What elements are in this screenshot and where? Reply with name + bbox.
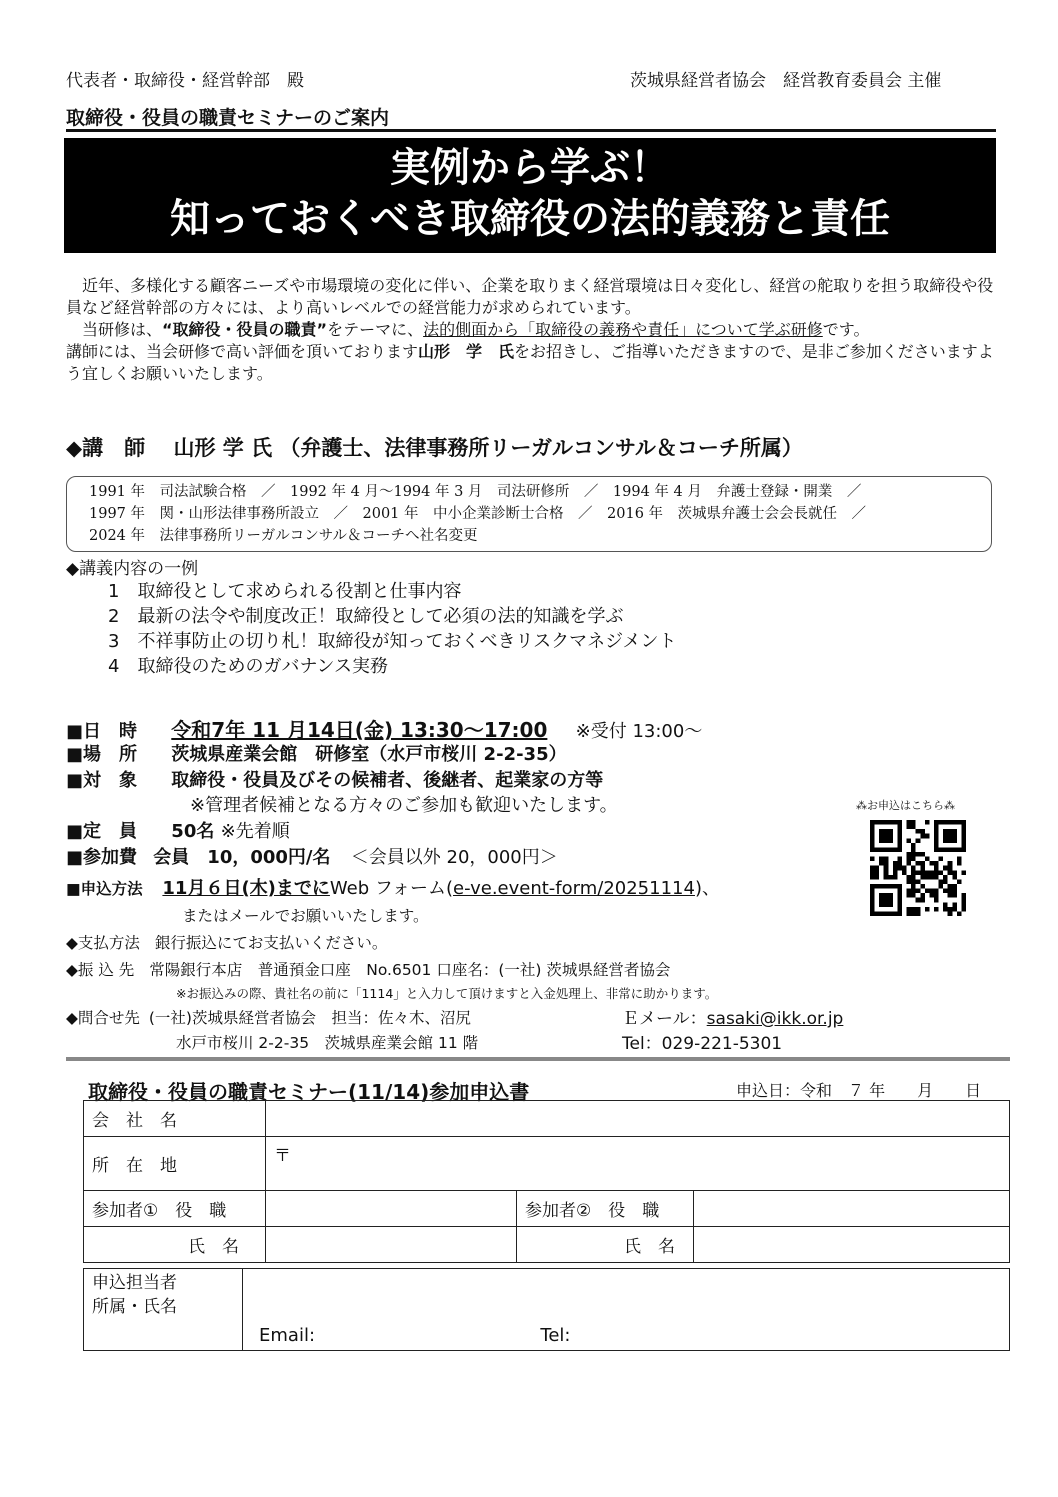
contact-address: 水戸市桜川 2-2-35 茨城県産業会館 11 階	[176, 1034, 479, 1052]
form-date: 申込日：令和 ７ 年 月 日	[736, 1081, 982, 1100]
address-label: 所 在 地	[84, 1137, 266, 1191]
place-value: 茨城県産業会館 研修室（水戸市桜川 2-2-35）	[171, 744, 567, 765]
fee-label: ■参加費	[66, 847, 138, 868]
target-label: ■対 象	[66, 770, 138, 791]
bank-value: 常陽銀行本店 普通預金口座 No.6501 口座名：(一社) 茨城県経営者協会	[149, 961, 671, 979]
contact-tel: Tel：029-221-5301	[622, 1034, 783, 1054]
target-value: 取締役・役員及びその候補者、後継者、起業家の方等	[171, 770, 604, 791]
contact-person-table	[83, 1268, 1010, 1351]
intro-p1: 近年、多様化する顧客ニーズや市場環境の変化に伴い、企業を取りまく経営環境は日々変化し、経営の舵取りを担う取締役や役員など経営幹部の方々には、より高いレベルでの経営能力が求められています。	[66, 276, 994, 317]
content-item: 3 不祥事防止の切り札！取締役が知っておくべきリスクマネジメント	[108, 631, 677, 652]
intro-p2-focus: 法的側面から「取締役の義務や責任」について学ぶ研修	[423, 320, 823, 339]
fee-note: ＜会員以外 20，000円＞	[350, 847, 558, 868]
place-label: ■場 所	[66, 744, 138, 765]
capacity-label: ■定 員	[66, 821, 138, 842]
lecturer-career-box	[66, 476, 992, 552]
apply-line-2: またはメールでお願いいたします。	[182, 907, 429, 925]
email-label: Ｅメール：	[622, 1009, 707, 1029]
bank-note: ※お振込みの際、貴社名の前に「1114」と入力して頂けますと入金処理上、非常に助かります。	[176, 986, 718, 1001]
participant1-name-field[interactable]	[266, 1227, 517, 1263]
organizer: 茨城県経営者協会 経営教育委員会 主催	[630, 71, 942, 91]
contact-person-label-2: 所属・氏名	[92, 1297, 177, 1317]
intro-p2	[66, 319, 1006, 341]
pay-row	[66, 931, 387, 953]
contact-person-label	[84, 1269, 243, 1351]
apply-deadline: 11月６日(木)までに	[162, 878, 330, 899]
addressee: 代表者・取締役・経営幹部 殿	[66, 71, 304, 91]
participant1-role-label: 参加者① 役 職	[84, 1191, 266, 1227]
qr-code-icon[interactable]	[870, 820, 966, 916]
fee-row	[66, 843, 558, 869]
pay-value: 銀行振込にてお支払いください。	[154, 934, 388, 952]
seminar-subtitle: 取締役・役員の職責セミナーのご案内	[66, 107, 390, 129]
application-form-table	[83, 1100, 1010, 1263]
date-row	[66, 714, 702, 743]
qr-label: ⁂お申込はこちら⁂	[856, 799, 955, 812]
email-field-label: Email:	[259, 1325, 316, 1346]
date-label: ■日 時	[66, 721, 138, 742]
contact-person-field[interactable]	[243, 1269, 1010, 1351]
contact-person-label-1: 申込担当者	[92, 1273, 177, 1293]
career-line: 1997 年 関・山形法律事務所設立 ／ 2001 年 中小企業診断士合格 ／ 2016 年 茨城県弁護士会会長就任 ／	[89, 506, 867, 522]
capacity-note: ※先着順	[220, 821, 290, 842]
career-line: 2024 年 法律事務所リーガルコンサル＆コーチへ社名変更	[89, 528, 478, 544]
title-line-2: 知っておくべき取締役の法的義務と責任	[170, 196, 890, 242]
target-row	[66, 766, 603, 792]
contact-email-row	[622, 1004, 843, 1029]
intro-p2-a: 当研修は、	[82, 320, 163, 339]
date-value: 令和7年 11 月14日(金) 13:30～17:00	[171, 718, 548, 742]
bank-label: ◆振 込 先	[66, 961, 135, 979]
target-note: ※管理者候補となる方々のご参加も歓迎いたします。	[190, 795, 618, 816]
participant2-role-field[interactable]	[694, 1191, 1010, 1227]
participant2-name-label: 氏 名	[517, 1227, 694, 1263]
pay-label: ◆支払方法	[66, 934, 140, 952]
capacity-value: 50名	[171, 821, 215, 842]
divider	[66, 129, 996, 132]
bank-row	[66, 958, 670, 980]
apply-url-link[interactable]: e-ve.event-form/20251114	[453, 878, 695, 899]
section-divider	[66, 1057, 1010, 1061]
contact-email-link[interactable]: sasaki@ikk.or.jp	[706, 1009, 844, 1029]
capacity-row	[66, 817, 290, 843]
content-item: 4 取締役のためのガバナンス実務	[108, 656, 389, 677]
intro-p2-e: です。	[822, 320, 870, 339]
lecturer-heading: ◆講 師 山形 学 氏 （弁護士、法律事務所リーガルコンサル＆コーチ所属）	[66, 436, 803, 460]
intro-p3	[66, 341, 1006, 385]
intro-lecturer-name: 山形 学 氏	[418, 342, 515, 361]
intro-p3-a: 講師には、当会研修で高い評価を頂いております	[66, 342, 419, 361]
date-note: ※受付 13:00～	[575, 721, 703, 742]
participant1-name-label: 氏 名	[84, 1227, 266, 1263]
career-line: 1991 年 司法試験合格 ／ 1992 年 4 月～1994 年 3 月 司法研修所 ／ 1994 年 4 月 弁護士登録・開業 ／	[89, 484, 862, 500]
participant1-role-field[interactable]	[266, 1191, 517, 1227]
intro-p3-c: をお招きし、ご指導いただきますので、是非ご参加くださいますよう宜しくお願いいたします。	[66, 342, 994, 383]
contact-row	[66, 1006, 471, 1028]
apply-row	[66, 874, 720, 900]
company-label: 会 社 名	[84, 1101, 266, 1137]
fee-value: 会員 10，000円/名	[153, 847, 331, 868]
participant2-name-field[interactable]	[694, 1227, 1010, 1263]
content-item: 1 取締役として求められる役割と仕事内容	[108, 581, 462, 602]
intro-p2-c: をテーマに、	[327, 320, 424, 339]
intro-text	[66, 275, 1006, 385]
apply-label: ■申込方法	[66, 880, 143, 898]
content-item: 2 最新の法令や制度改正！取締役として必須の法的知識を学ぶ	[108, 606, 624, 627]
title-line-1: 実例から学ぶ！	[390, 145, 670, 191]
tel-field-label: Tel:	[540, 1325, 571, 1346]
contact-value: (一社)茨城県経営者協会 担当：佐々木、沼尻	[148, 1009, 471, 1027]
intro-p2-theme: “取締役・役員の職責”	[162, 320, 328, 339]
participant2-role-label: 参加者② 役 職	[517, 1191, 694, 1227]
title-banner	[64, 138, 996, 253]
form-title: 取締役・役員の職責セミナー(11/14)参加申込書	[88, 1080, 530, 1104]
content-heading: ◆講義内容の一例	[66, 559, 199, 579]
contact-label: ◆問合せ先	[66, 1009, 140, 1027]
company-field[interactable]	[266, 1101, 1010, 1137]
place-row	[66, 740, 567, 766]
postal-mark: 〒	[274, 1146, 291, 1166]
address-field[interactable]	[266, 1137, 1010, 1191]
apply-tail: )、	[694, 878, 720, 899]
apply-web: Web フォーム(	[329, 878, 453, 899]
